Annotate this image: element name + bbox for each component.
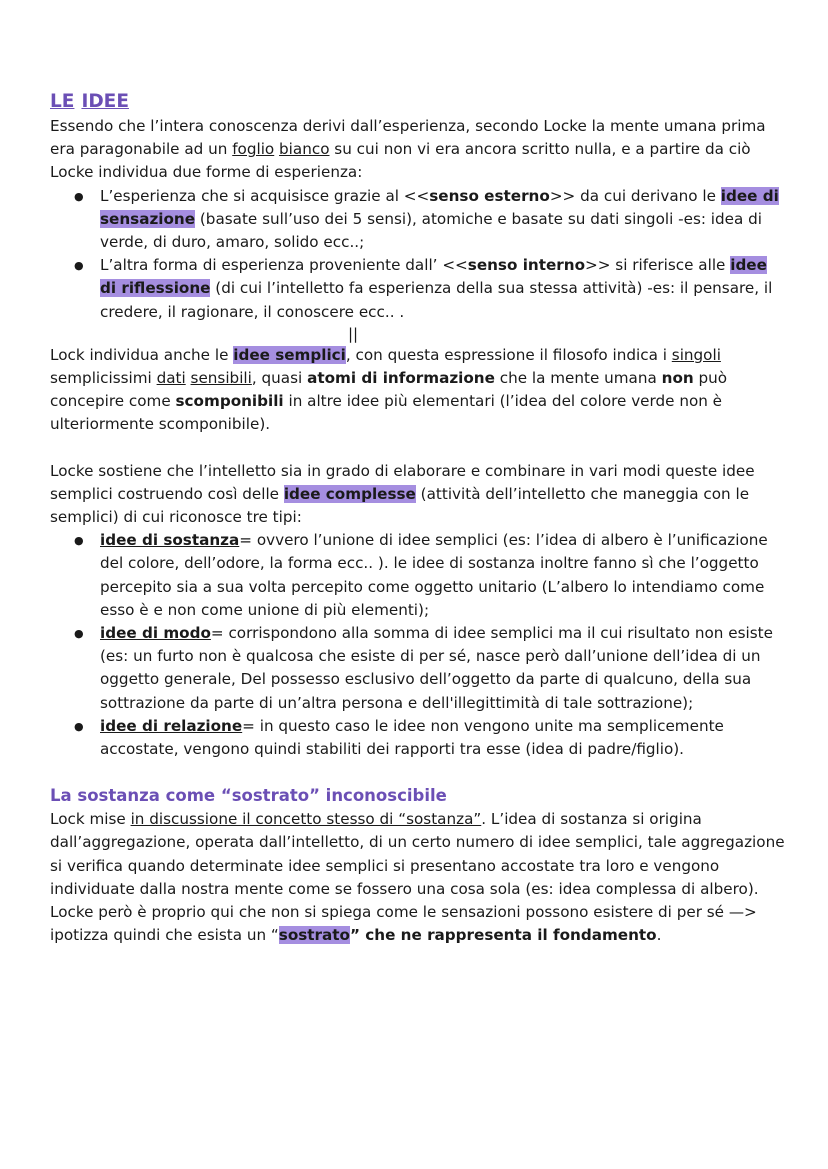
idee-complesse-paragraph: Locke sostiene che l’intelletto sia in grado di elaborare e combinare in vari modi queste idee semplici costruendo così delle idee complesse (attività dell’intelletto che maneggia con le semplici) di cui riconosce tre tipi: <box>50 461 755 527</box>
list-item: ● idee di modo= corrispondono alla somma di idee semplici ma il cui risultato non esiste (es: un furto non è qualcosa che esiste di per sé, nasce però dall’unione dell’idea di un oggetto generale, Del possesso esclusivo dell’oggetto da parte di qualcuno, della sua sottrazione da parte di un’altra persona e dell'illegittimità di tale sottrazione); <box>100 622 788 715</box>
idee-semplici-paragraph: Lock individua anche le idee semplici, con questa espressione il filosofo indica i singoli semplicissimi dati sensibili, quasi atomi di informazione che la mente umana non può concepire come scomponibili in altre idee più elementari (l’idea del colore verde non è ulteriormente scomponibile). <box>50 345 728 434</box>
complex-ideas-list <box>50 529 788 761</box>
section-title: La sostanza come “sostrato” inconoscibile <box>50 786 447 806</box>
intro-paragraph: Essendo che l’intera conoscenza derivi dall’esperienza, secondo Locke la mente umana prima era paragonabile ad un foglio bianco su cui non vi era ancora scritto nulla, e a partire da ciò Locke individua due forme di esperienza: <box>50 117 766 182</box>
list-item: ● L’esperienza che si acquisisce grazie al <<senso esterno>> da cui derivano le idee di sensazione (basate sull’uso dei 5 sensi), atomiche e basate su dati singoli -es: idea di verde, di duro, amaro, solido ecc..; <box>100 185 788 255</box>
list-item: ● L’altra forma di esperienza proveniente dall’ <<senso interno>> si riferisce alle idee di riflessione (di cui l’intelletto fa esperienza della sua stessa attività) -es: il pensare, il credere, il ragionare, il conoscere ecc.. . <box>100 254 788 324</box>
list-item: ● idee di sostanza= ovvero l’unione di idee semplici (es: l’idea di albero è l’unificazione del colore, dell’odore, la forma ecc.. ). le idee di sostanza inoltre fanno sì che l’oggetto percepito sia a sua volta percepito come oggetto unitario (L’albero lo intendiamo come esso è e non come unione di più elementi); <box>100 529 788 622</box>
list-item: ● idee di relazione= in questo caso le idee non vengono unite ma semplicemente accostate, vengono quindi stabiliti dei rapporti tra esse (idea di padre/figlio). <box>100 715 788 761</box>
experience-list <box>50 185 788 324</box>
arrow-marker: || <box>348 324 359 343</box>
sostrato-paragraph: Lock mise in discussione il concetto stesso di “sostanza”. L’idea di sostanza si origina dall’aggregazione, operata dall’intelletto, di un certo numero di idee semplici, tale aggregazione si verifica quando determinate idee semplici si presentano accostate tra loro e vengono individuate dalla nostra mente come se fossero una cosa sola (es: idea complessa di albero). Locke però è proprio qui che non si spiega come le sensazioni possono esistere di per sé —> ipotizza quindi che esista un “sostrato” che ne rappresenta il fondamento. <box>50 810 785 945</box>
page-title: LE IDEE <box>50 91 129 112</box>
